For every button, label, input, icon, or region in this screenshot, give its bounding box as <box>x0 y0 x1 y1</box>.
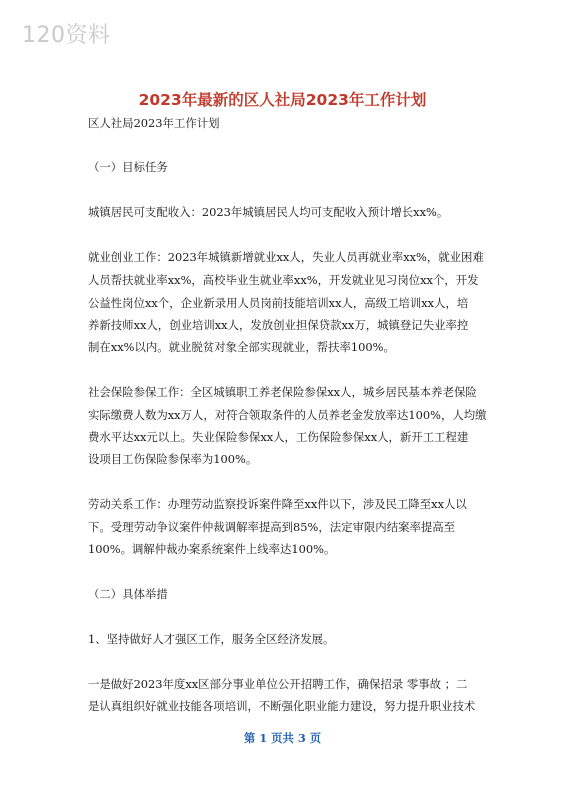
paragraph-line: 1、坚持做好人才强区工作，服务全区经济发展。 <box>88 632 335 646</box>
paragraph-line: 是认真组织好就业技能各项培训，不断强化职业能力建设，努力提升职业技术 <box>88 699 476 713</box>
paragraph-line: 社会保险参保工作：全区城镇职工养老保险参保xx人，城乡居民基本养老保险 <box>88 385 477 399</box>
doc-subtitle: 区人社局2023年工作计划 <box>88 116 220 130</box>
paragraph-line: 制在xx%以内。就业脱贫对象全部实现就业，帮扶率100%。 <box>88 340 395 354</box>
paragraph-line: 就业创业工作：2023年城镇新增就业xx人，失业人员再就业率xx%，就业困难 <box>88 250 484 264</box>
paragraph-line: 劳动关系工作：办理劳动监察投诉案件降至xx件以下，涉及民工降至xx人以 <box>88 497 467 511</box>
paragraph-line: 费水平达xx元以上。失业保险参保xx人，工伤保险参保xx人，新开工工程建 <box>88 430 469 444</box>
section-heading: （一）目标任务 <box>88 160 168 174</box>
watermark: 120资料 <box>22 23 111 48</box>
paragraph-line: 人员帮扶就业率xx%，高校毕业生就业率xx%，开发就业见习岗位xx个，开发 <box>88 273 479 287</box>
document-title: 2023年最新的区人社局2023年工作计划 <box>138 91 427 109</box>
paragraph-line: 养新技师xx人，创业培训xx人，发放创业担保贷款xx万，城镇登记失业率控 <box>88 318 469 332</box>
paragraph-line: 城镇居民可支配收入：2023年城镇居民人均可支配收入预计增长xx%。 <box>88 205 449 219</box>
paragraph-line: 设项目工伤保险参保率为100%。 <box>88 452 258 466</box>
paragraph-line: 实际缴费人数为xx万人，对符合领取条件的人员养老金发放率达100%，人均缴 <box>88 408 487 422</box>
paragraph-line: 一是做好2023年度xx区部分事业单位公开招聘工作，确保招录 零事故 ；二 <box>88 677 468 691</box>
section-heading: （二）具体举措 <box>88 587 168 601</box>
paragraph-line: 100%。调解仲裁办案系统案件上线率达100%。 <box>88 542 336 556</box>
paragraph-line: 公益性岗位xx个，企业新录用人员岗前技能培训xx人，高级工培训xx人，培 <box>88 296 469 310</box>
page-footer: 第 1 页共 3 页 <box>243 731 322 745</box>
paragraph-line: 下。受理劳动争议案件仲裁调解率提高到85%，法定审限内结案率提高至 <box>88 520 456 534</box>
